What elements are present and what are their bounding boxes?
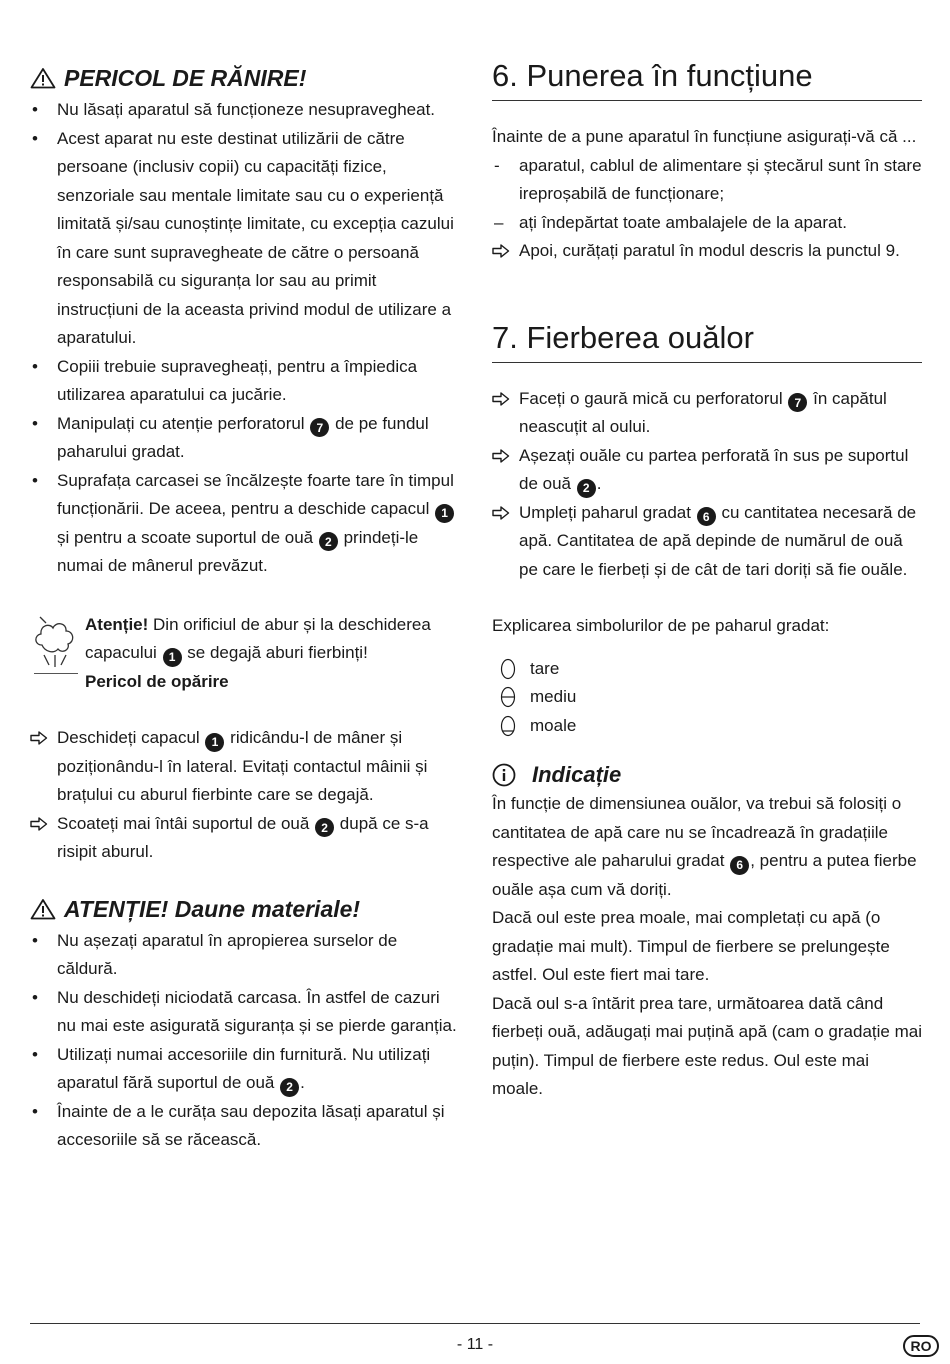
part-number-badge: 7 [310, 418, 329, 437]
arrow-right-icon [492, 244, 510, 258]
attention-label: Atenție! [85, 614, 149, 634]
symbol-row-soft [492, 712, 922, 741]
hot-steam-icon [32, 615, 78, 669]
part-number-badge: 1 [163, 648, 182, 667]
list-item: • Acest aparat nu este destinat utilizării de către persoane (inclusiv copii) cu capacități fizice, senzoriale sau mentale limitate sau cu o experiență limitată și/sau cunoștințe limitate, cu excepția cazului în care sunt supravegheate de către o persoană responsabilă cu siguranța lor sau au primit instrucțiuni de la aceasta privind modul de utilizare a aparatului. [30, 125, 460, 353]
symbols-intro: Explicarea simbolurilor de pe paharul gradat: [492, 616, 830, 635]
steam-caution-block [30, 611, 460, 697]
attention-text [85, 611, 460, 668]
step-text: Apoi, curățați paratul în modul descris la punctul 9. [519, 241, 900, 260]
symbol-row-hard [492, 655, 922, 684]
section-6-title: 6. Punerea în funcțiune [492, 56, 922, 101]
dash-mark: - [494, 155, 500, 175]
arrow-right-icon [492, 392, 510, 406]
indication-paragraph [492, 790, 922, 904]
scald-danger-label: Pericol de opărire [85, 671, 229, 691]
step-text: Așezați ouăle cu partea perforată în sus pe suportul de ouă [519, 445, 909, 493]
step-text: după ce s-a risipit aburul. [57, 813, 429, 861]
step-item [30, 724, 460, 810]
step-text: ridicându-l de mâner și poziționându-l în lateral. Evitați contactul mâinii și brațului cu aburul fierbinte care se degajă. [57, 728, 428, 804]
egg-hard-icon [500, 658, 516, 680]
step-item [492, 499, 922, 585]
indication-text: În funcție de dimensiunea ouălor, va trebui să folosiți o cantitatea de apă care nu se încadrează în gradațiile respective ale paharului gradat [492, 794, 902, 870]
list-item [492, 152, 922, 209]
part-number-badge: 2 [319, 532, 338, 551]
step-text: în capătul neascuțit al oului. [519, 388, 887, 436]
section-7-title: 7. Fierberea ouălor [492, 318, 922, 363]
page-number: - 11 - [456, 1336, 494, 1353]
part-number-badge: 2 [280, 1078, 299, 1097]
part-number-badge: 6 [730, 856, 749, 875]
step-text: Umpleți paharul gradat [519, 502, 691, 522]
list-item: • Copiii trebuie supravegheați, pentru a împiedica utilizarea aparatului ca jucărie. [30, 353, 460, 410]
indication-paragraph: Dacă oul este prea moale, mai completați cu apă (o gradație mai mult). Timpul de fierbere se prelungește astfel. Oul este fiert mai tare. [492, 908, 890, 984]
indication-paragraph: Dacă oul s-a întărit prea tare, următoarea dată când fierbeți ouă, adăugați mai puțină apă (cam o gradație mai puțin). Timpul de fierbere este redus. Oul este mai moale. [492, 993, 922, 1098]
list-item [30, 1041, 460, 1098]
list-item-text: ați îndepărtat toate ambalajele de la aparat. [519, 212, 847, 232]
list-item: • Nu așezați aparatul în apropierea surselor de căldură. [30, 927, 460, 984]
list-item: • Înainte de a le curăța sau depozita lăsați aparatul și accesoriile să se răcească. [30, 1098, 460, 1155]
section-6-steps [492, 237, 922, 266]
arrow-right-icon [492, 506, 510, 520]
part-number-badge: 1 [205, 733, 224, 752]
symbol-label: mediu [530, 687, 577, 706]
list-item-text: Utilizați numai accesoriile din furnitură. Nu utilizați aparatul fără suportul de ouă [57, 1044, 431, 1092]
symbol-label: moale [530, 715, 577, 735]
list-item: • Nu deschideți niciodată carcasa. În astfel de cazuri nu mai este asigurată siguranța și se pierde garanția. [30, 984, 460, 1041]
symbols-legend [492, 655, 922, 741]
dash-mark: – [494, 212, 504, 232]
list-item-text: Suprafața carcasei se încălzește foarte tare în timpul funcționării. De aceea, pentru a deschide capacul [57, 470, 454, 518]
footer-divider [30, 1323, 920, 1324]
attention-body: Din orificiul de abur și la deschiderea capacului [85, 614, 431, 662]
list-item-text: . [300, 1073, 305, 1092]
section-7-steps [492, 385, 922, 585]
right-column [492, 56, 922, 1104]
list-item-text: și pentru a scoate suportul de ouă [57, 527, 314, 547]
list-item [30, 467, 460, 581]
arrow-right-icon [30, 731, 48, 745]
warning-triangle-icon [30, 67, 56, 89]
part-number-badge: 6 [697, 507, 716, 526]
step-item [492, 442, 922, 499]
injury-warning-list [30, 96, 460, 581]
injury-warning-heading [30, 64, 460, 92]
list-item [492, 209, 922, 238]
list-item [30, 410, 460, 467]
part-number-badge: 2 [315, 818, 334, 837]
step-item [492, 385, 922, 442]
indication-heading [492, 760, 922, 790]
egg-medium-icon [500, 686, 516, 708]
egg-soft-icon [500, 715, 516, 737]
injury-warning-title: PERICOL DE RĂNIRE! [64, 65, 307, 91]
part-number-badge: 2 [577, 479, 596, 498]
step-text: cu cantitatea necesară de apă. Cantitatea de apă depinde de numărul de ouă pe care le fierbeți și de cât de tari doriți să fie ouăle. [519, 502, 917, 579]
left-column [30, 56, 460, 1155]
arrow-right-icon [492, 449, 510, 463]
indication-text: , pentru a putea fierbe ouăle așa cum vă doriți. [492, 851, 917, 899]
step-item [492, 237, 922, 266]
section-6-intro: Înainte de a pune aparatul în funcțiune asigurați-vă că ... [492, 127, 917, 146]
part-number-badge: 7 [788, 393, 807, 412]
indication-title: Indicație [532, 762, 622, 787]
material-warning-heading [30, 895, 460, 923]
info-icon [492, 763, 516, 787]
list-item-text: prindeți-le numai de mânerul prevăzut. [57, 527, 419, 575]
language-badge: RO [903, 1335, 939, 1357]
symbol-label: tare [530, 658, 560, 678]
list-item: • Nu lăsați aparatul să funcționeze nesupravegheat. [30, 96, 460, 125]
list-item-text: de pe fundul paharului gradat. [57, 413, 429, 461]
material-warning-title: ATENȚIE! Daune materiale! [64, 895, 361, 922]
divider [34, 673, 78, 674]
step-item [30, 810, 460, 867]
symbol-row-medium [492, 683, 922, 712]
warning-triangle-icon [30, 898, 56, 920]
arrow-right-icon [30, 817, 48, 831]
step-text: Scoateți mai întâi suportul de ouă [57, 813, 310, 833]
step-text: Deschideți capacul [57, 728, 200, 747]
step-text: Faceți o gaură mică cu perforatorul [519, 388, 783, 408]
part-number-badge: 1 [435, 504, 454, 523]
list-item-text: Manipulați cu atenție perforatorul [57, 413, 305, 433]
list-item-text: aparatul, cablul de alimentare și ștecărul sunt în stare ireproșabilă de funcționare; [519, 155, 922, 203]
section-6-checklist [492, 152, 922, 238]
attention-body: se degajă aburi fierbinți! [187, 643, 368, 662]
open-lid-steps [30, 724, 460, 867]
step-text: . [596, 474, 602, 493]
material-warning-list [30, 927, 460, 1155]
